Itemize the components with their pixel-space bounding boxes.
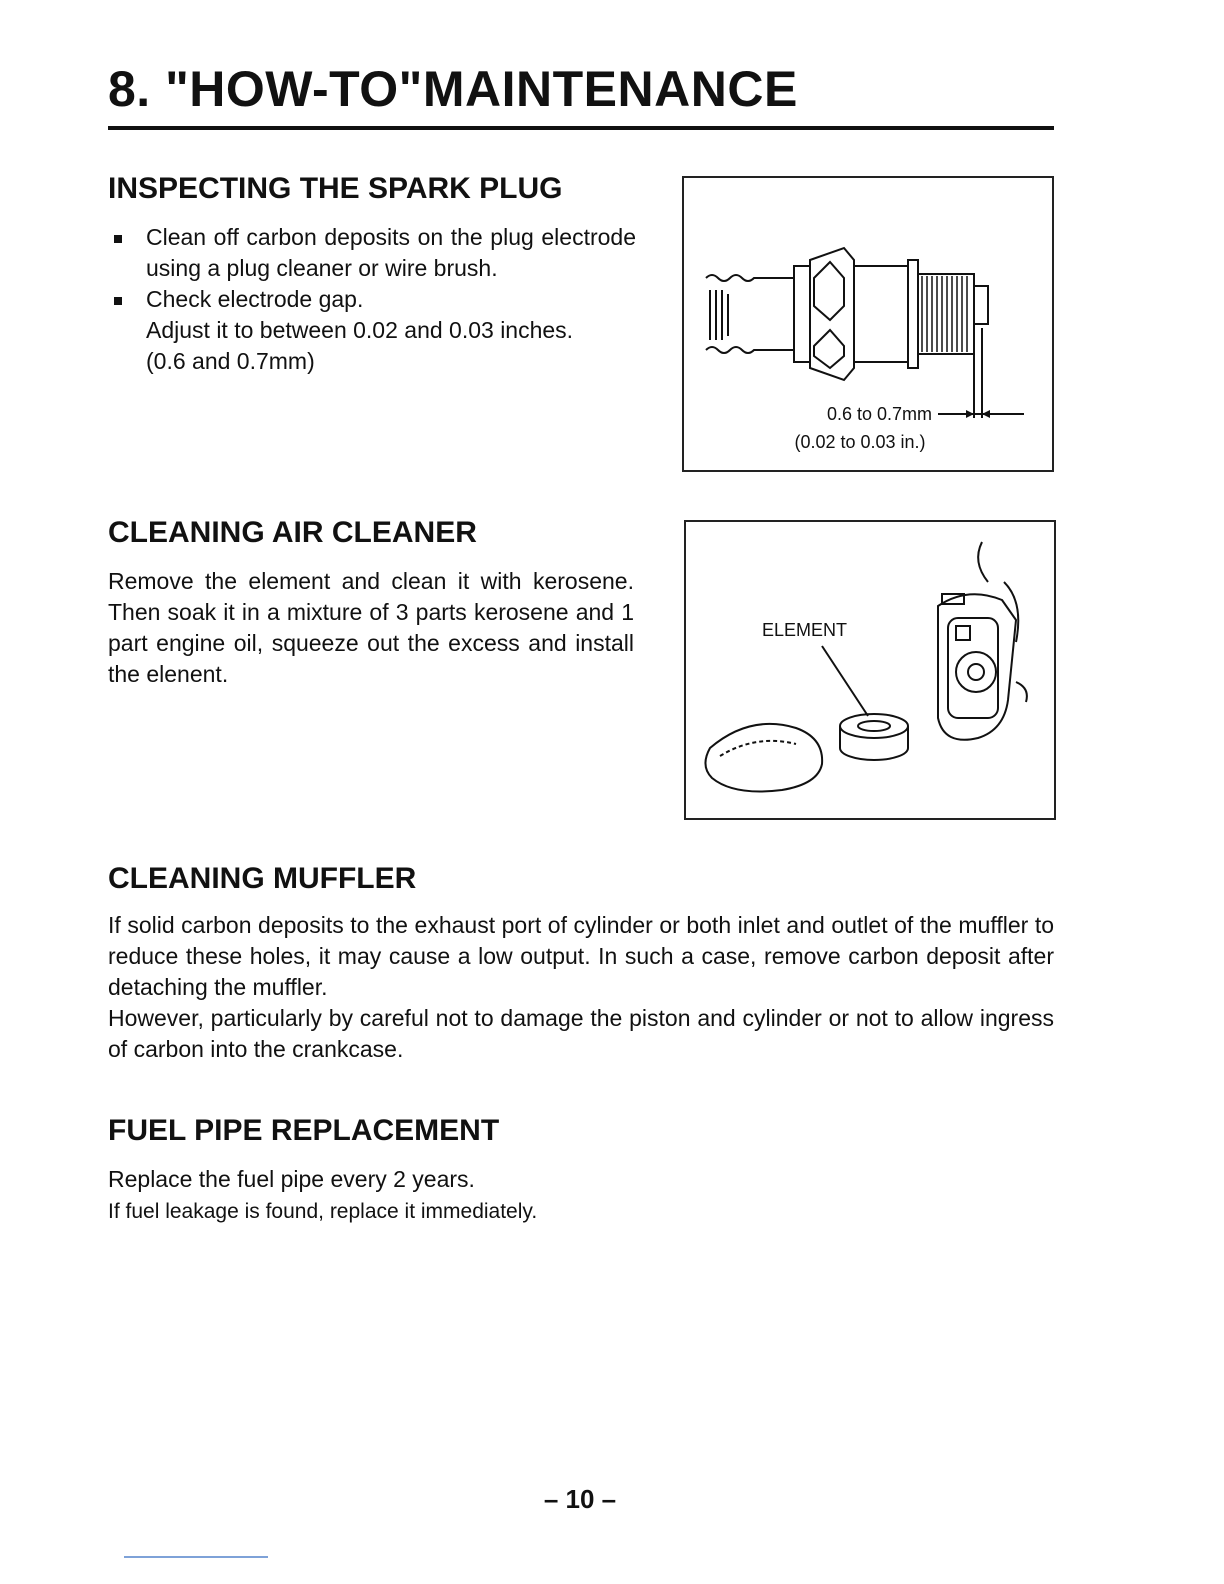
bullet-icon — [114, 297, 122, 305]
page-number: – 10 – — [543, 1484, 617, 1514]
list-item — [108, 284, 636, 377]
fuel-pipe-line-2: If fuel leakage is found, replace it immediately. — [108, 1200, 538, 1223]
page-title: 8. "HOW-TO"MAINTENANCE — [108, 61, 798, 117]
fuel-pipe-line-1: Replace the fuel pipe every 2 years. — [108, 1166, 475, 1192]
fuel-pipe-heading: FUEL PIPE REPLACEMENT — [108, 1114, 500, 1147]
bullet-subtext: (0.6 and 0.7mm) — [146, 348, 315, 374]
air-cleaner-figure — [684, 520, 1056, 820]
muffler-body-2: However, particularly by careful not to damage the piston and cylinder or not to allow ingress of carbon into the crankcase. — [108, 1005, 1054, 1062]
air-cleaner-illustration — [686, 522, 1054, 818]
air-cleaner-body: Remove the element and clean it with kerosene. Then soak it in a mixture of 3 parts kerosene and 1 part engine oil, squeeze out the excess and install the elenent. — [108, 568, 634, 687]
spark-plug-figure — [682, 176, 1054, 472]
list-item — [108, 222, 636, 284]
bullet-icon — [114, 235, 122, 243]
gap-mm-label: 0.6 to 0.7mm — [826, 404, 932, 424]
spark-plug-bullets — [108, 222, 636, 377]
footer-divider — [124, 1556, 268, 1558]
gap-in-label: (0.02 to 0.03 in.) — [794, 432, 926, 452]
bullet-text: Clean off carbon deposits on the plug electrode using a plug cleaner or wire brush. — [146, 224, 636, 281]
muffler-body-1: If solid carbon deposits to the exhaust port of cylinder or both inlet and outlet of the muffler to reduce these holes, it may cause a low output. In such a case, remove carbon deposit after detaching the muffler. — [108, 912, 1054, 1000]
spark-plug-illustration — [684, 178, 1052, 470]
bullet-text: Check electrode gap. — [146, 286, 364, 312]
bullet-subtext: Adjust it to between 0.02 and 0.03 inches. — [146, 317, 574, 343]
air-cleaner-heading: CLEANING AIR CLEANER — [108, 516, 477, 549]
title-underline — [108, 126, 1054, 130]
element-label: ELEMENT — [762, 620, 848, 640]
muffler-heading: CLEANING MUFFLER — [108, 862, 417, 895]
spark-plug-heading: INSPECTING THE SPARK PLUG — [108, 172, 563, 205]
